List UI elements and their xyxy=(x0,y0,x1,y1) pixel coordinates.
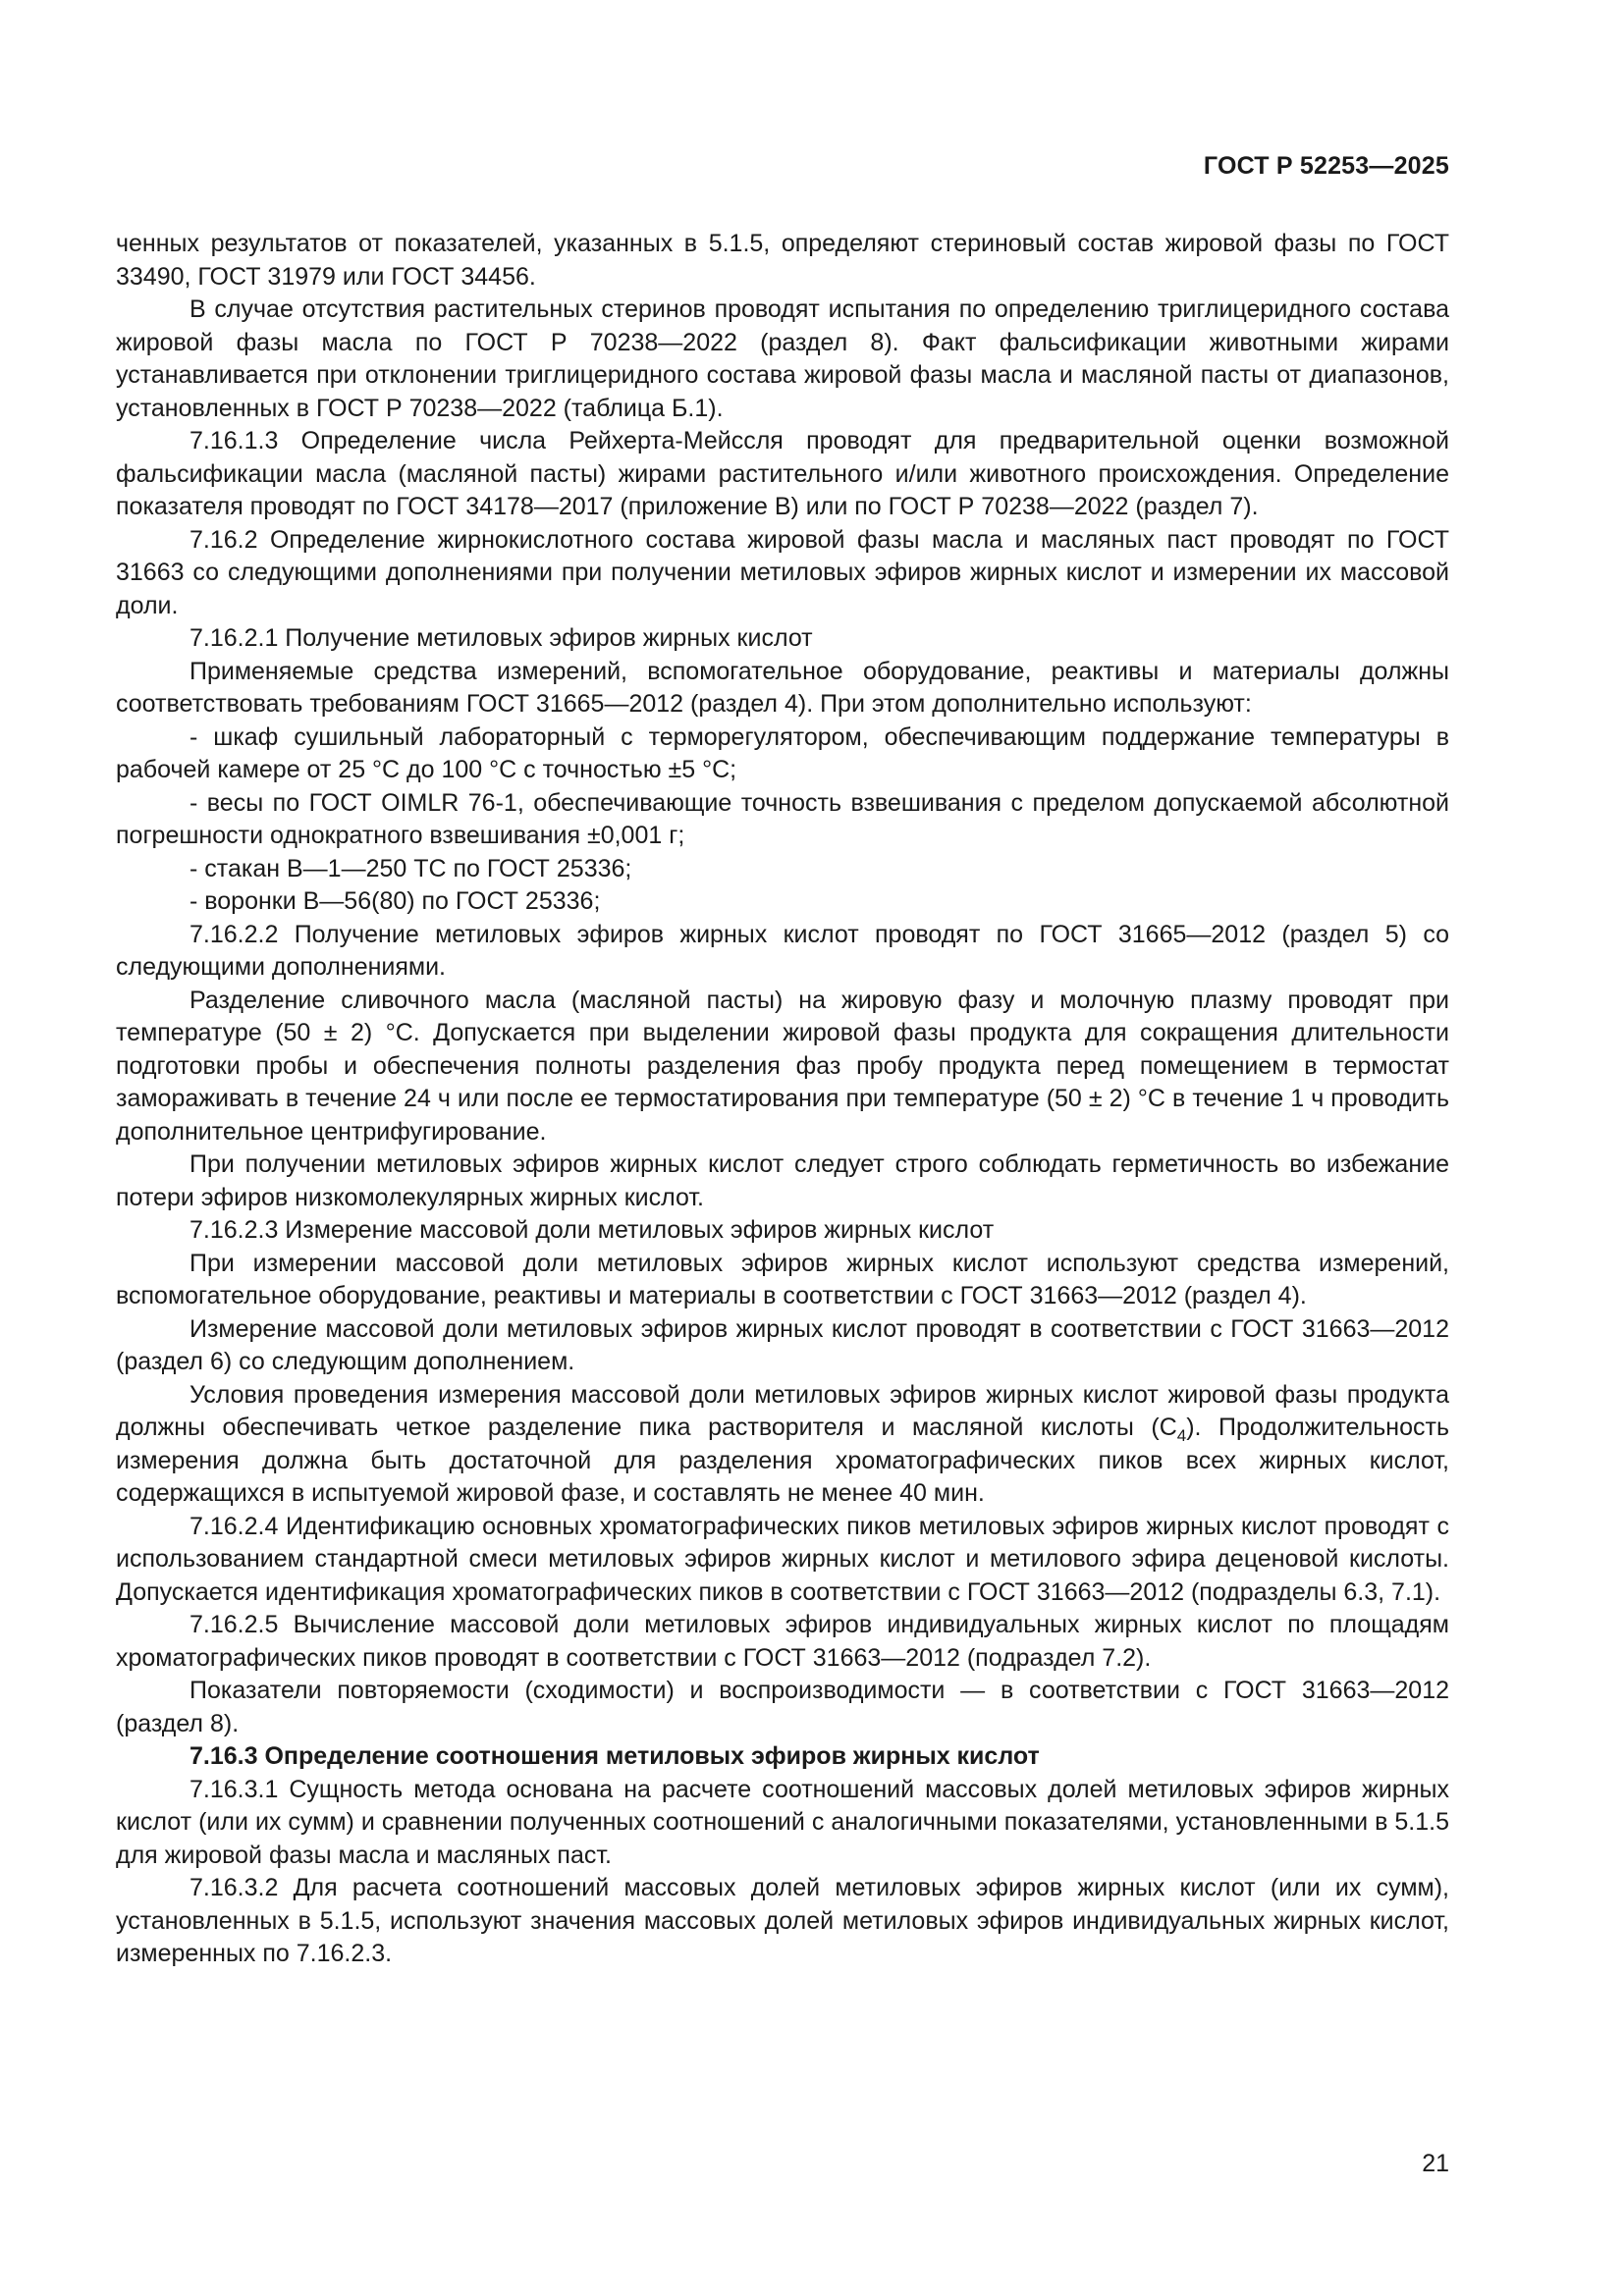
paragraph: В случае отсутствия растительных стеринов проводят испытания по определению триглицеридного состава жировой фазы масла по ГОСТ Р 70238—2022 (раздел 8). Факт фальсификации животными жирами устанавливается при отклонении триглицеридного состава жировой фазы масла и масляной пасты от диапазонов, установленных в ГОСТ Р 70238—2022 (таблица Б.1). xyxy=(116,295,1449,422)
list-item: - стакан В—1—250 ТС по ГОСТ 25336; xyxy=(189,854,632,882)
paragraph-7-16-2-3: 7.16.2.3 Измерение массовой доли метиловых эфиров жирных кислот xyxy=(189,1216,995,1244)
subscript: 4 xyxy=(1176,1426,1187,1445)
paragraph-c4 xyxy=(116,1379,1449,1511)
paragraph-7-16-1-3: 7.16.1.3 Определение числа Рейхерта-Мейссля проводят для предварительной оценки возможной фальсификации масла (масляной пасты) жирами растительного и/или животного происхождения. Определение показателя проводят по ГОСТ 34178—2017 (приложение В) или по ГОСТ Р 70238—2022 (раздел 7). xyxy=(116,427,1449,520)
paragraph-7-16-2-2: 7.16.2.2 Получение метиловых эфиров жирных кислот проводят по ГОСТ 31665—2012 (раздел 5) со следующими дополнениями. xyxy=(116,920,1449,981)
paragraph: При получении метиловых эфиров жирных кислот следует строго соблюдать герметичность во избежание потери эфиров низкомолекулярных жирных кислот. xyxy=(116,1150,1449,1211)
paragraph-7-16-2: 7.16.2 Определение жирнокислотного состава жировой фазы масла и масляных паст проводят по ГОСТ 31663 со следующими дополнениями при получении метиловых эфиров жирных кислот и измерении их массовой доли. xyxy=(116,525,1449,619)
paragraph-continuation: ченных результатов от показателей, указанных в 5.1.5, определяют стериновый состав жировой фазы по ГОСТ 33490, ГОСТ 31979 или ГОСТ 34456. xyxy=(116,230,1449,291)
paragraph: Разделение сливочного масла (масляной пасты) на жировую фазу и молочную плазму проводят при температуре (50 ± 2) °С. Допускается при выделении жировой фазы продукта для сокращения длительности подготовки пробы и обеспечения полноты разделения фаз пробу продукта перед помещением в термостат замораживать в течение 24 ч или после ее термостатирования при температуре (50 ± 2) °С в течение 1 ч проводить дополнительное центрифугирование. xyxy=(116,986,1449,1146)
text-span: Условия проведения измерения массовой доли метиловых эфиров жирных кислот жировой фазы продукта должны обеспечивать четкое разделение пика растворителя и масляной кислоты (C xyxy=(116,1380,1449,1441)
paragraph-7-16-3-1: 7.16.3.1 Сущность метода основана на расчете соотношений массовых долей метиловых эфиров жирных кислот (или их сумм) и сравнении полученных соотношений с аналогичными показателями, установленными в 5.1.5 для жировой фазы масла и масляных паст. xyxy=(116,1775,1449,1869)
page-number: 21 xyxy=(1422,2150,1449,2177)
paragraph-7-16-2-1: 7.16.2.1 Получение метиловых эфиров жирных кислот xyxy=(189,624,813,652)
paragraph-7-16-2-4: 7.16.2.4 Идентификацию основных хроматографических пиков метиловых эфиров жирных кислот проводят с использованием стандартной смеси метиловых эфиров жирных кислот и метилового эфира деценовой кислоты. Допускается идентификация хроматографических пиков в соответствии с ГОСТ 31663—2012 (подразделы 6.3, 7.1). xyxy=(116,1512,1449,1606)
paragraph-7-16-3-2: 7.16.3.2 Для расчета соотношений массовых долей метиловых эфиров жирных кислот (или их сумм), установленных в 5.1.5, используют значения массовых долей метиловых эфиров индивидуальных жирных кислот, измеренных по 7.16.2.3. xyxy=(116,1874,1449,1967)
document-body xyxy=(116,228,1449,1971)
text-span: ). Продолжительность измерения должна быть достаточной для разделения хроматографических пиков всех жирных кислот, содержащихся в испытуемой жировой фазе, и составлять не менее 40 мин. xyxy=(116,1414,1449,1507)
list-item: - весы по ГОСТ OIMLR 76-1, обеспечивающие точность взвешивания с пределом допускаемой абсолютной погрешности однократного взвешивания ±0,001 г; xyxy=(116,788,1449,849)
paragraph-7-16-2-5: 7.16.2.5 Вычисление массовой доли метиловых эфиров индивидуальных жирных кислот по площадям хроматографических пиков проводят в соответствии с ГОСТ 31663—2012 (подраздел 7.2). xyxy=(116,1611,1449,1672)
document-header: ГОСТ Р 52253—2025 xyxy=(1203,152,1449,180)
paragraph: Показатели повторяемости (сходимости) и воспроизводимости — в соответствии с ГОСТ 31663—2012 (раздел 8). xyxy=(116,1677,1449,1737)
list-item: - шкаф сушильный лабораторный с терморегулятором, обеспечивающим поддержание температуры в рабочей камере от 25 °С до 100 °С с точностью ±5 °С; xyxy=(116,722,1449,783)
paragraph: При измерении массовой доли метиловых эфиров жирных кислот используют средства измерений, вспомогательное оборудование, реактивы и материалы в соответствии с ГОСТ 31663—2012 (раздел 4). xyxy=(116,1249,1449,1309)
list-item: - воронки В—56(80) по ГОСТ 25336; xyxy=(189,887,601,915)
paragraph: Применяемые средства измерений, вспомогательное оборудование, реактивы и материалы должны соответствовать требованиям ГОСТ 31665—2012 (раздел 4). При этом дополнительно используют: xyxy=(116,657,1449,718)
section-heading-7-16-3: 7.16.3 Определение соотношения метиловых эфиров жирных кислот xyxy=(189,1742,1040,1770)
paragraph: Измерение массовой доли метиловых эфиров жирных кислот проводят в соответствии с ГОСТ 31663—2012 (раздел 6) со следующим дополнением. xyxy=(116,1314,1449,1375)
